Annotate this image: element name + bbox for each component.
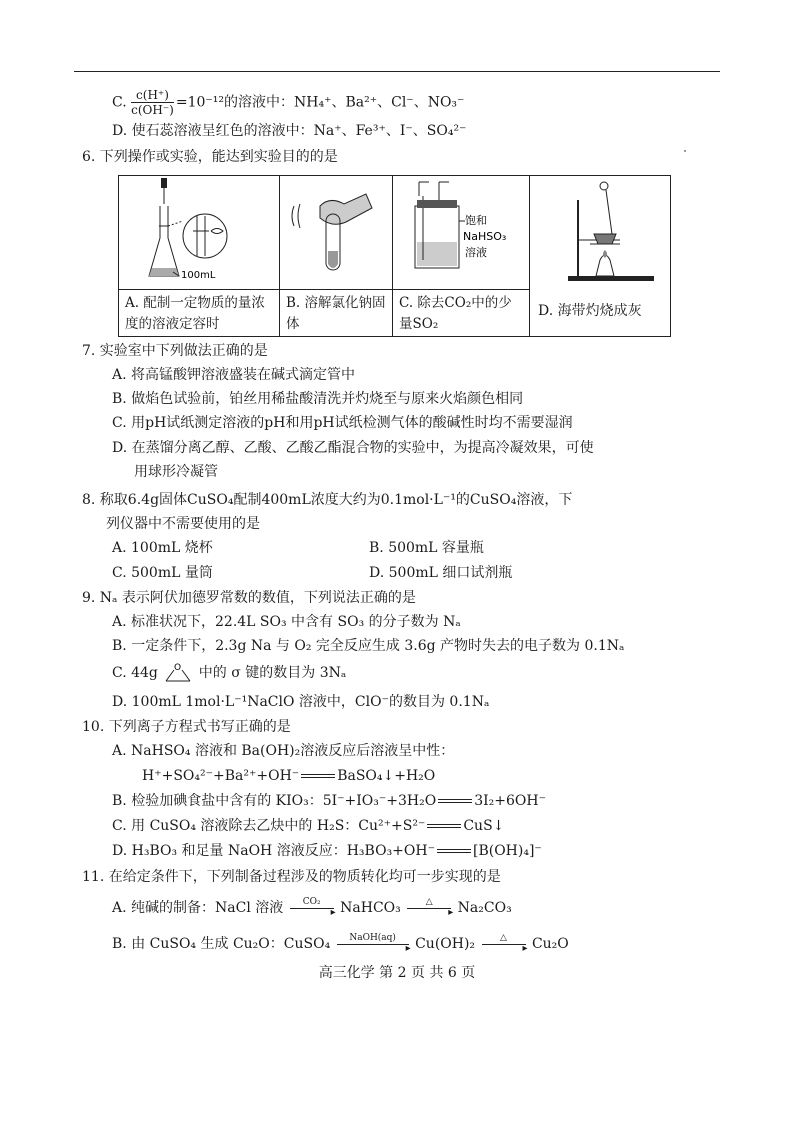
svg-text:溶液: 溶液 xyxy=(465,246,487,259)
q10-option-b: B. 检验加碘食盐中含有的 KIO₃：5I⁻+IO₃⁻+3H₂O 3I₂+6OH⁻ xyxy=(112,793,546,809)
q9-option-d: D. 100mL 1mol·L⁻¹NaClO 溶液中，ClO⁻的数目为 0.1Nₐ xyxy=(112,694,490,710)
svg-text:O: O xyxy=(174,663,182,673)
q8-stem-cont: 列仪器中不需要使用的是 xyxy=(106,516,260,532)
page-footer: 高三化学 第 2 页 共 6 页 xyxy=(318,965,476,981)
q8-option-c: C. 500mL 量筒 xyxy=(112,565,213,581)
q7-option-d-cont: 用球形冷凝管 xyxy=(134,464,218,480)
ethylene-oxide-icon xyxy=(162,662,194,684)
q11-option-a: A. 纯碱的制备：NaCl 溶液 CO₂ ▸ NaHCO₃ △ ▸ Na₂CO₃ xyxy=(112,897,512,918)
q7-option-c: C. 用pH试纸测定溶液的pH和用pH试纸检测气体的酸碱性时均不需要湿润 xyxy=(112,415,573,431)
q9-option-c: C. 44g O 中的 σ 键的数目为 3Nₐ xyxy=(112,662,346,684)
equals-sign xyxy=(438,799,472,803)
equals-sign xyxy=(301,774,335,778)
option-b-caption: B. 溶解氯化钠固体 xyxy=(286,295,386,333)
top-rule xyxy=(74,71,720,72)
hand-test-tube-icon xyxy=(280,176,392,288)
q9-option-a: A. 标准状况下，22.4L SO₃ 中含有 SO₃ 的分子数为 Nₐ xyxy=(112,614,461,630)
reaction-arrow: NaOH(aq) ▸ xyxy=(337,937,409,951)
equals-sign xyxy=(427,824,461,828)
speck xyxy=(684,150,686,152)
crucible-burner-icon xyxy=(530,176,670,288)
q7-stem: 7. 实验室中下列做法正确的是 xyxy=(82,343,268,359)
q7-option-a: A. 将高锰酸钾溶液盛装在碱式滴定管中 xyxy=(112,367,356,383)
volumetric-flask-icon xyxy=(119,176,279,288)
q11-stem: 11. 在给定条件下，下列制备过程涉及的物质转化均可一步实现的是 xyxy=(82,869,501,885)
reaction-arrow: △ ▸ xyxy=(482,937,526,951)
q10-option-d: D. H₃BO₃ 和足量 NaOH 溶液反应：H₃BO₃+OH⁻ [B(OH)₄]⁻ xyxy=(112,843,542,859)
q8-stem: 8. 称取6.4g固体CuSO₄配制400mL浓度大约为0.1mol·L⁻¹的CuSO₄溶液，下 xyxy=(82,492,573,508)
gas-washing-bottle-icon xyxy=(393,176,529,288)
q6-stem: 6. 下列操作或实验，能达到实验目的的是 xyxy=(82,149,338,165)
svg-text:100mL: 100mL xyxy=(181,270,216,281)
option-d-caption: D. 海带灼烧成灰 xyxy=(538,303,642,319)
reaction-arrow: △ ▸ xyxy=(407,901,451,915)
crucible-figure xyxy=(530,176,670,288)
q8-option-b: B. 500mL 容量瓶 xyxy=(369,540,484,556)
q10-option-c: C. 用 CuSO₄ 溶液除去乙炔中的 H₂S：Cu²⁺+S²⁻ CuS↓ xyxy=(112,818,505,834)
q9-stem: 9. Nₐ 表示阿伏加德罗常数的数值，下列说法正确的是 xyxy=(82,590,416,606)
q11-option-b: B. 由 CuSO₄ 生成 Cu₂O：CuSO₄ NaOH(aq) ▸ Cu(OH)₂ △ ▸ Cu₂O xyxy=(112,933,569,954)
reaction-arrow: CO₂ ▸ xyxy=(290,901,334,915)
q8-option-a: A. 100mL 烧杯 xyxy=(112,540,213,556)
q10-option-a-equation: H⁺+SO₄²⁻+Ba²⁺+OH⁻ BaSO₄↓+H₂O xyxy=(142,768,436,784)
q7-option-d: D. 在蒸馏分离乙醇、乙酸、乙酸乙酯混合物的实验中，为提高冷凝效果，可使 xyxy=(112,440,594,456)
concentration-ratio: $\frac{c(H^+)}{c(OH^-)}$ xyxy=(131,88,174,117)
gas-washing-bottle-figure xyxy=(393,176,529,288)
q5-option-c: C. $\frac{c(H^+)}{c(OH^-)}$ =10⁻¹²的溶液中：NH₄⁺、Ba²⁺、Cl⁻、NO₃⁻ xyxy=(112,88,465,117)
option-c-caption: C. 除去CO₂中的少量SO₂ xyxy=(399,295,512,333)
svg-text:饱和: 饱和 xyxy=(465,214,487,227)
q10-option-a: A. NaHSO₄ 溶液和 Ba(OH)₂溶液反应后溶液呈中性： xyxy=(112,743,455,759)
option-a-caption: A. 配制一定物质的量浓度的溶液定容时 xyxy=(125,295,265,333)
equals-sign xyxy=(437,849,471,853)
q9-option-b: B. 一定条件下，2.3g Na 与 O₂ 完全反应生成 3.6g 产物时失去的电子数为 0.1Nₐ xyxy=(112,638,625,654)
q7-option-b: B. 做焰色试验前，铂丝用稀盐酸清洗并灼烧至与原来火焰颜色相同 xyxy=(112,391,524,407)
q6-experiment-table xyxy=(118,175,671,337)
volumetric-flask-figure xyxy=(119,176,279,288)
q8-option-d: D. 500mL 细口试剂瓶 xyxy=(369,565,513,581)
q5-option-d: D. 使石蕊溶液呈红色的溶液中：Na⁺、Fe³⁺、I⁻、SO₄²⁻ xyxy=(112,123,467,139)
q10-stem: 10. 下列离子方程式书写正确的是 xyxy=(82,719,291,735)
svg-text:NaHSO₃: NaHSO₃ xyxy=(463,230,507,243)
dissolve-figure xyxy=(280,176,392,288)
